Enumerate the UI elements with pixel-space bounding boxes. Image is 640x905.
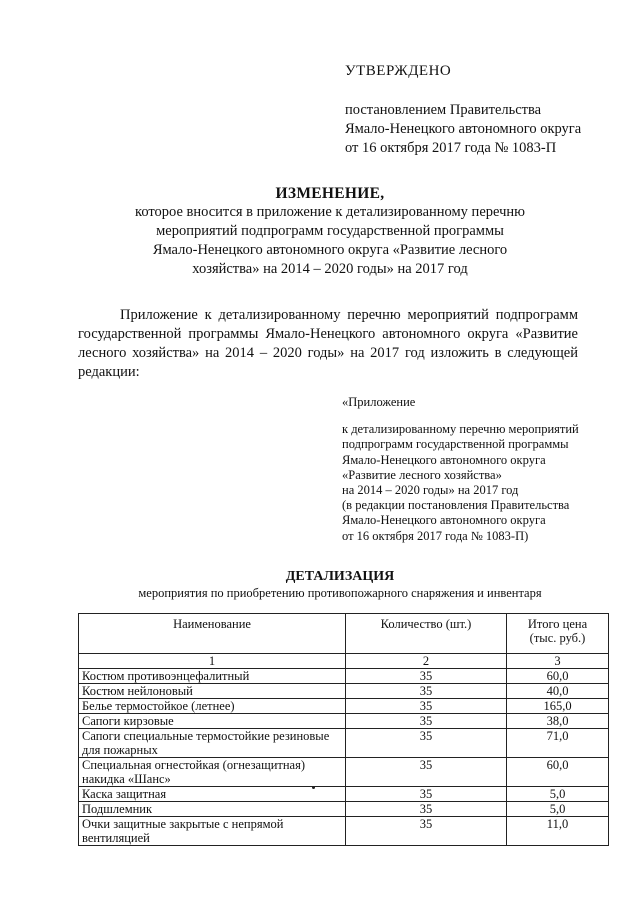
approval-line: постановлением Правительства: [345, 102, 542, 118]
table-row: [79, 714, 609, 729]
header-price: [507, 614, 609, 654]
approval-line: от 16 октября 2017 года № 1083-П: [345, 140, 557, 156]
item-name: Специальная огнестойкая (огнезащитная) накидка «Шанс»: [79, 758, 346, 787]
item-price: 60,0: [507, 758, 609, 787]
item-quantity: 35: [346, 817, 507, 846]
amendment-title-line: Ямало-Ненецкого автономного округа «Развитие лесного: [152, 242, 508, 258]
scan-speck: [312, 786, 315, 789]
approval-heading: УТВЕРЖДЕНО: [345, 63, 452, 79]
item-name: Сапоги специальные термостойкие резиновые для пожарных: [79, 729, 346, 758]
attachment-spacer: [342, 410, 612, 422]
item-quantity: 35: [346, 684, 507, 699]
item-name: Каска защитная: [79, 787, 346, 802]
equipment-table: [78, 613, 609, 846]
item-price: 71,0: [507, 729, 609, 758]
item-quantity: 35: [346, 758, 507, 787]
attachment-line: «Развитие лесного хозяйства»: [342, 467, 502, 482]
attachment-line: Ямало-Ненецкого автономного округа: [342, 513, 546, 528]
table-header-row: [79, 614, 609, 654]
detail-heading: ДЕТАЛИЗАЦИЯ: [285, 569, 395, 584]
table-row: [79, 817, 609, 846]
table-row: [79, 669, 609, 684]
attachment-line: на 2014 – 2020 годы» на 2017 год: [342, 483, 519, 498]
item-price: 5,0: [507, 787, 609, 802]
body-paragraph-block: [78, 306, 578, 382]
attachment-line: к детализированному перечню мероприятий: [342, 422, 579, 437]
header-price-line: Итого цена: [527, 617, 588, 631]
item-name: Подшлемник: [79, 802, 346, 817]
attachment-line: Ямало-Ненецкого автономного округа: [342, 452, 546, 467]
header-quantity: Количество (шт.): [346, 614, 507, 654]
item-quantity: 35: [346, 699, 507, 714]
column-number: 2: [346, 654, 507, 669]
item-price: 38,0: [507, 714, 609, 729]
table-row: [79, 802, 609, 817]
approval-block: [345, 62, 635, 158]
approval-line: Ямало-Ненецкого автономного округа: [345, 121, 582, 137]
item-price: 165,0: [507, 699, 609, 714]
body-paragraph: Приложение к детализированному перечню мероприятий подпрограмм государственной программы Ямало-Ненецкого автономного округа «Развитие лесного хозяйства» на 2014 – 2020 годы» на 2017 год изложить в следующей редакции:: [78, 307, 578, 380]
attachment-line: (в редакции постановления Правительства: [342, 498, 570, 513]
attachment-heading: «Приложение: [342, 395, 416, 409]
column-number: 1: [79, 654, 346, 669]
item-quantity: 35: [346, 787, 507, 802]
column-number-row: [79, 654, 609, 669]
column-number: 3: [507, 654, 609, 669]
amendment-title-line: мероприятий подпрограмм государственной программы: [156, 223, 504, 239]
detail-title-block: [80, 569, 600, 601]
item-name: Белье термостойкое (летнее): [79, 699, 346, 714]
item-price: 40,0: [507, 684, 609, 699]
attachment-line: подпрограмм государственной программы: [342, 437, 569, 452]
table-row: [79, 699, 609, 714]
detail-subheading: мероприятия по приобретению противопожарного снаряжения и инвентаря: [138, 586, 542, 600]
amendment-heading: ИЗМЕНЕНИЕ,: [275, 185, 385, 202]
table-row: [79, 684, 609, 699]
item-quantity: 35: [346, 729, 507, 758]
item-name: Костюм противоэнцефалитный: [79, 669, 346, 684]
table-row: [79, 729, 609, 758]
attachment-block: [342, 395, 612, 544]
item-name: Очки защитные закрытые с непрямой вентиляцией: [79, 817, 346, 846]
item-name: Сапоги кирзовые: [79, 714, 346, 729]
amendment-title-line: хозяйства» на 2014 – 2020 годы» на 2017 год: [192, 261, 468, 277]
header-price-line: (тыс. руб.): [529, 631, 586, 645]
item-name: Костюм нейлоновый: [79, 684, 346, 699]
header-name: Наименование: [79, 614, 346, 654]
amendment-title-block: [90, 184, 570, 279]
attachment-line: от 16 октября 2017 года № 1083-П): [342, 528, 529, 543]
item-price: 5,0: [507, 802, 609, 817]
table-row: [79, 787, 609, 802]
item-quantity: 35: [346, 802, 507, 817]
amendment-title-line: которое вносится в приложение к детализированному перечню: [135, 204, 525, 220]
table-row: [79, 758, 609, 787]
item-price: 60,0: [507, 669, 609, 684]
item-quantity: 35: [346, 669, 507, 684]
item-quantity: 35: [346, 714, 507, 729]
item-price: 11,0: [507, 817, 609, 846]
